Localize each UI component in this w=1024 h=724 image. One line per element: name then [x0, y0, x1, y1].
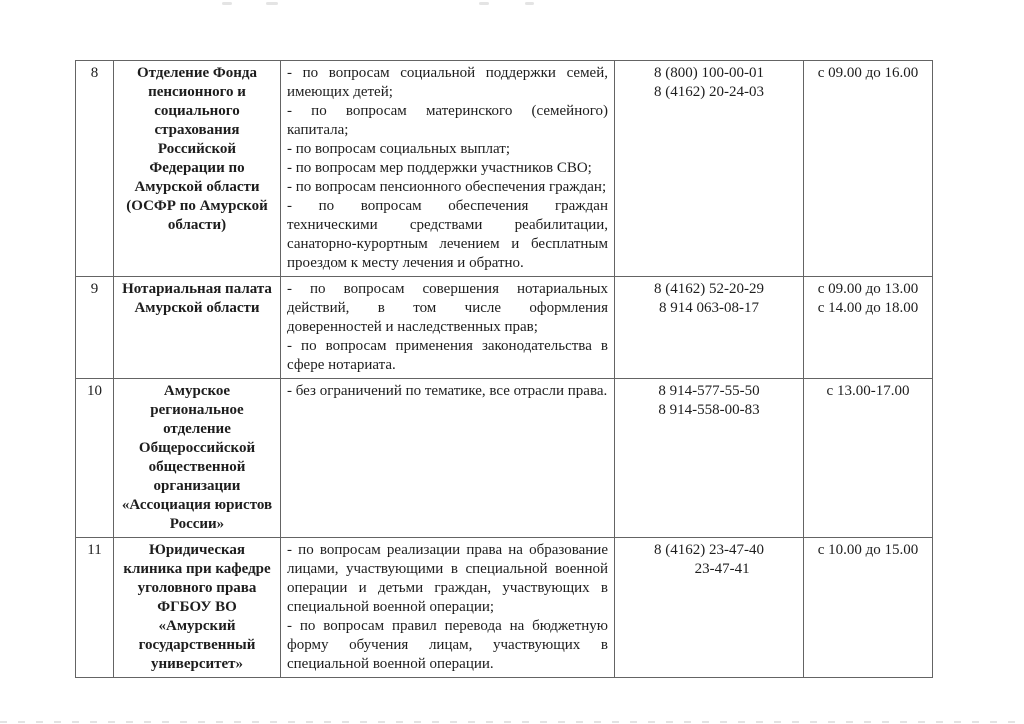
phones-cell: [615, 61, 804, 277]
scan-artifact: [266, 2, 278, 5]
row-number-cell: 9: [76, 277, 114, 379]
text-line: 8 914-577-55-50: [658, 383, 760, 399]
row-number-cell: 11: [76, 538, 114, 678]
table-row: [76, 379, 933, 538]
text-line: 8 914 063-08-17: [659, 300, 759, 316]
topic-paragraph: - по вопросам обеспечения граждан техническими средствами реабилитации, санаторно-курортным лечением и бесплатным проездом к месту лечения и обратно.: [287, 198, 608, 271]
topic-paragraph: - по вопросам реализации права на образование лицами, участвующими в специальной военной операции и детьми граждан, участвующих в специальной военной операции;: [287, 542, 608, 615]
scan-artifact: [525, 2, 534, 5]
hours-cell: [804, 277, 933, 379]
organizations-table: [75, 60, 933, 678]
hours-cell: [804, 538, 933, 678]
organization-name-cell: Нотариальная палата Амурской области: [114, 277, 281, 379]
text-line: 8 (800) 100-00-01: [654, 65, 764, 81]
scan-artifact: [479, 2, 489, 5]
topic-paragraph: - по вопросам мер поддержки участников СВО;: [287, 160, 592, 176]
text-line: 8 (4162) 52-20-29: [654, 281, 764, 297]
phones-cell: [615, 277, 804, 379]
phones-cell: [615, 379, 804, 538]
row-number-cell: 8: [76, 61, 114, 277]
text-line: с 13.00-17.00: [826, 383, 910, 399]
topic-paragraph: - по вопросам материнского (семейного) капитала;: [287, 103, 608, 138]
table-row: [76, 277, 933, 379]
text-line: с 09.00 до 16.00: [817, 65, 919, 81]
topics-cell: [281, 379, 615, 538]
text-line: 8 914-558-00-83: [658, 402, 760, 418]
organization-name-cell: Юридическая клиника при кафедре уголовного права ФГБОУ ВО «Амурский государственный университет»: [114, 538, 281, 678]
text-line: с 14.00 до 18.00: [817, 300, 919, 316]
topic-paragraph: - по вопросам правил перевода на бюджетную форму обучения лицам, участвующих в специальной военной операции.: [287, 618, 608, 672]
text-line: с 09.00 до 13.00: [817, 281, 919, 297]
scan-artifact-bottom-edge: [0, 721, 1024, 723]
text-line: 8 (4162) 20-24-03: [654, 84, 764, 100]
topics-cell: [281, 61, 615, 277]
topics-cell: [281, 538, 615, 678]
topic-paragraph: - по вопросам социальной поддержки семей, имеющих детей;: [287, 65, 608, 100]
text-line: 23-47-41: [668, 561, 750, 577]
table-row: [76, 538, 933, 678]
phones-cell: [615, 538, 804, 678]
topic-paragraph: - по вопросам совершения нотариальных действий, в том числе оформления доверенностей и наследственных прав;: [287, 281, 608, 335]
text-line: с 10.00 до 15.00: [817, 542, 919, 558]
topic-paragraph: - по вопросам применения законодательства в сфере нотариата.: [287, 338, 608, 373]
hours-cell: [804, 61, 933, 277]
topic-paragraph: - по вопросам пенсионного обеспечения граждан;: [287, 179, 607, 195]
row-number-cell: 10: [76, 379, 114, 538]
topic-paragraph: - без ограничений по тематике, все отрасли права.: [287, 383, 608, 399]
organization-name-cell: Отделение Фонда пенсионного и социального страхования Российской Федерации по Амурской области (ОСФР по Амурской области): [114, 61, 281, 277]
organization-name-cell: Амурское региональное отделение Общероссийской общественной организации «Ассоциация юристов России»: [114, 379, 281, 538]
scan-artifact: [222, 2, 232, 5]
table-row: [76, 61, 933, 277]
text-line: 8 (4162) 23-47-40: [654, 542, 764, 558]
topics-cell: [281, 277, 615, 379]
topic-paragraph: - по вопросам социальных выплат;: [287, 141, 510, 157]
hours-cell: [804, 379, 933, 538]
